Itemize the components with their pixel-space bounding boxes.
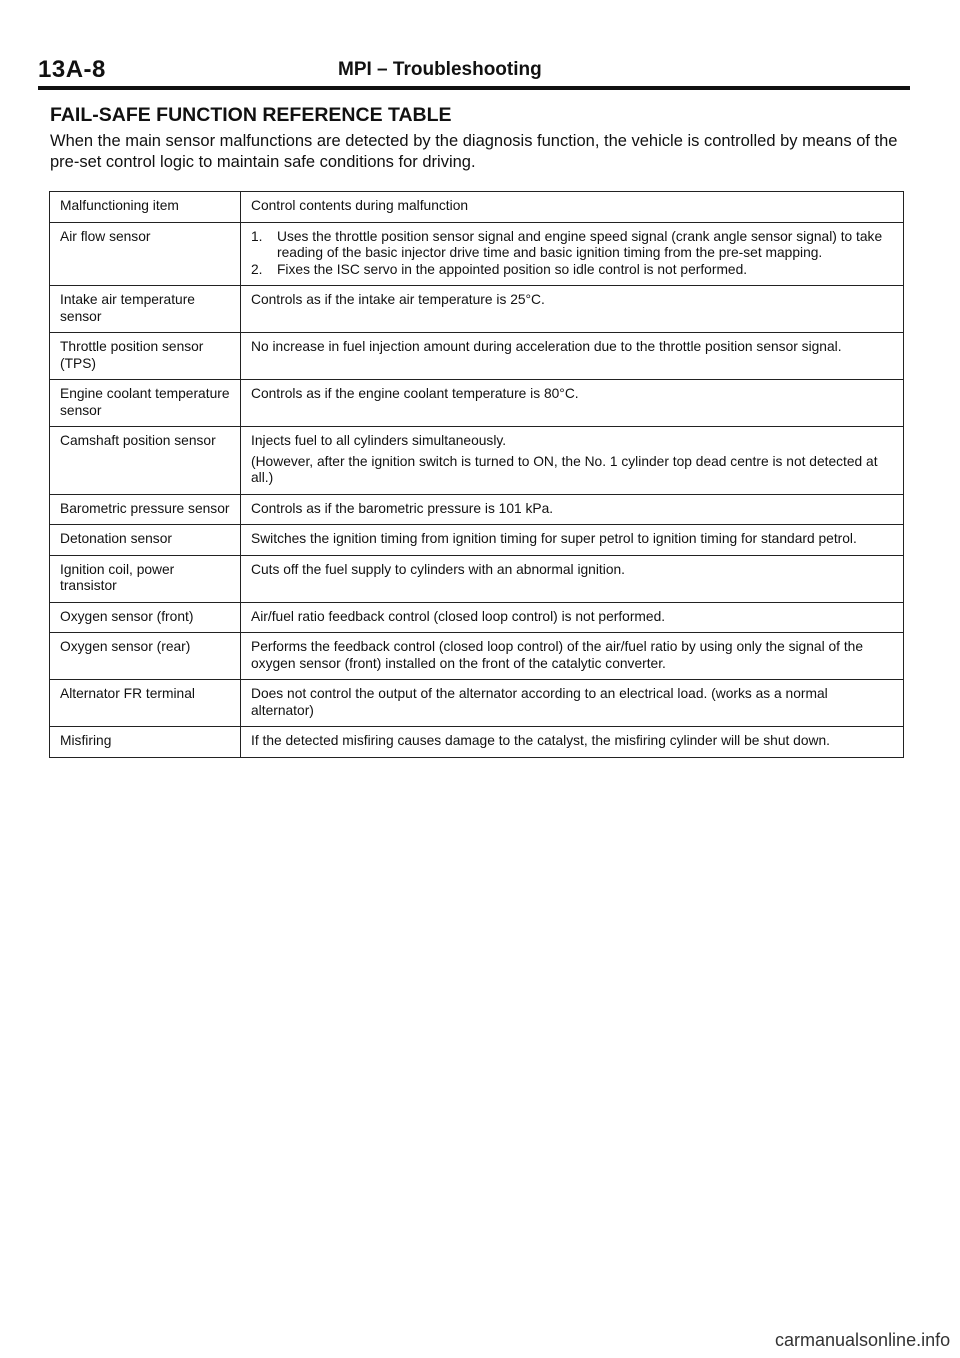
control-contents-cell: [241, 222, 904, 286]
malfunction-item-cell: Intake air temperature sensor: [50, 286, 241, 333]
malfunction-item-cell: Detonation sensor: [50, 525, 241, 556]
table-row: [50, 525, 904, 556]
control-contents-cell: [241, 680, 904, 727]
control-contents-cell: [241, 333, 904, 380]
table-header-row: [50, 192, 904, 223]
control-step: [251, 262, 893, 279]
control-contents-cell: [241, 427, 904, 495]
step-text: Uses the throttle position sensor signal and engine speed signal (crank angle sensor signal) to take reading of the basic injector drive time and basic ignition timing from the pre-set mapping.: [277, 228, 883, 260]
control-contents-cell: [241, 555, 904, 602]
control-contents-cell: [241, 602, 904, 633]
control-text: Air/fuel ratio feedback control (closed loop control) is not performed.: [251, 608, 666, 624]
malfunction-item-cell: Engine coolant temperature sensor: [50, 380, 241, 427]
column-header-control: Control contents during malfunction: [241, 192, 904, 223]
page-title: FAIL-SAFE FUNCTION REFERENCE TABLE: [50, 104, 452, 126]
control-contents-cell: [241, 525, 904, 556]
malfunction-item-cell: Throttle position sensor (TPS): [50, 333, 241, 380]
intro-paragraph: When the main sensor malfunctions are detected by the diagnosis function, the vehicle is controlled by means of the pre-set control logic to maintain safe conditions for driving.: [50, 132, 898, 171]
section-title: MPI – Troubleshooting: [338, 59, 542, 80]
malfunction-item-cell: Oxygen sensor (rear): [50, 633, 241, 680]
table-row: [50, 286, 904, 333]
control-contents-cell: [241, 727, 904, 758]
footer-watermark: carmanualsonline.info: [775, 1330, 951, 1350]
control-text: Does not control the output of the alternator according to an electrical load. (works as a normal alternator): [251, 686, 828, 718]
table-row: [50, 494, 904, 525]
step-number: 1.: [251, 228, 263, 244]
control-text: Controls as if the intake air temperature is 25°C.: [251, 292, 545, 307]
table-row: [50, 633, 904, 680]
page-number: 13A-8: [38, 56, 106, 83]
table-body: [50, 222, 904, 757]
step-text: Fixes the ISC servo in the appointed position so idle control is not performed.: [277, 261, 748, 277]
malfunction-item-cell: Camshaft position sensor: [50, 427, 241, 495]
table-row: [50, 555, 904, 602]
control-steps-list: [251, 229, 893, 279]
control-text: (However, after the ignition switch is turned to ON, the No. 1 cylinder top dead centre is not detected at all.): [251, 453, 878, 485]
control-text: Controls as if the engine coolant temperature is 80°C.: [251, 386, 579, 401]
malfunction-item-cell: Oxygen sensor (front): [50, 602, 241, 633]
control-step: [251, 229, 893, 262]
control-text: Cuts off the fuel supply to cylinders with an abnormal ignition.: [251, 561, 625, 577]
malfunction-item-cell: Barometric pressure sensor: [50, 494, 241, 525]
malfunction-item-cell: Alternator FR terminal: [50, 680, 241, 727]
control-contents-cell: [241, 286, 904, 333]
control-text: Injects fuel to all cylinders simultaneously.: [251, 433, 507, 448]
table-row: [50, 380, 904, 427]
control-contents-cell: [241, 380, 904, 427]
malfunction-item-cell: Misfiring: [50, 727, 241, 758]
column-header-item: Malfunctioning item: [50, 192, 241, 223]
table-row: [50, 333, 904, 380]
table-row: [50, 602, 904, 633]
table-row: [50, 222, 904, 286]
control-contents-cell: [241, 494, 904, 525]
table-row: [50, 680, 904, 727]
step-number: 2.: [251, 261, 263, 277]
table-row: [50, 727, 904, 758]
control-text: No increase in fuel injection amount during acceleration due to the throttle position sensor signal.: [251, 339, 842, 354]
control-text: Performs the feedback control (closed loop control) of the air/fuel ratio by using only the signal of the oxygen sensor (front) installed on the front of the catalytic converter.: [251, 639, 863, 671]
header-rule: [38, 86, 910, 90]
control-text: Switches the ignition timing from ignition timing for super petrol to ignition timing for standard petrol.: [251, 531, 857, 546]
fail-safe-table: [49, 191, 904, 758]
malfunction-item-cell: Air flow sensor: [50, 222, 241, 286]
control-contents-cell: [241, 633, 904, 680]
malfunction-item-cell: Ignition coil, power transistor: [50, 555, 241, 602]
control-text: If the detected misfiring causes damage to the catalyst, the misfiring cylinder will be shut down.: [251, 733, 830, 748]
table-row: [50, 427, 904, 495]
page-header: [38, 56, 910, 82]
control-text: Controls as if the barometric pressure is 101 kPa.: [251, 500, 554, 516]
